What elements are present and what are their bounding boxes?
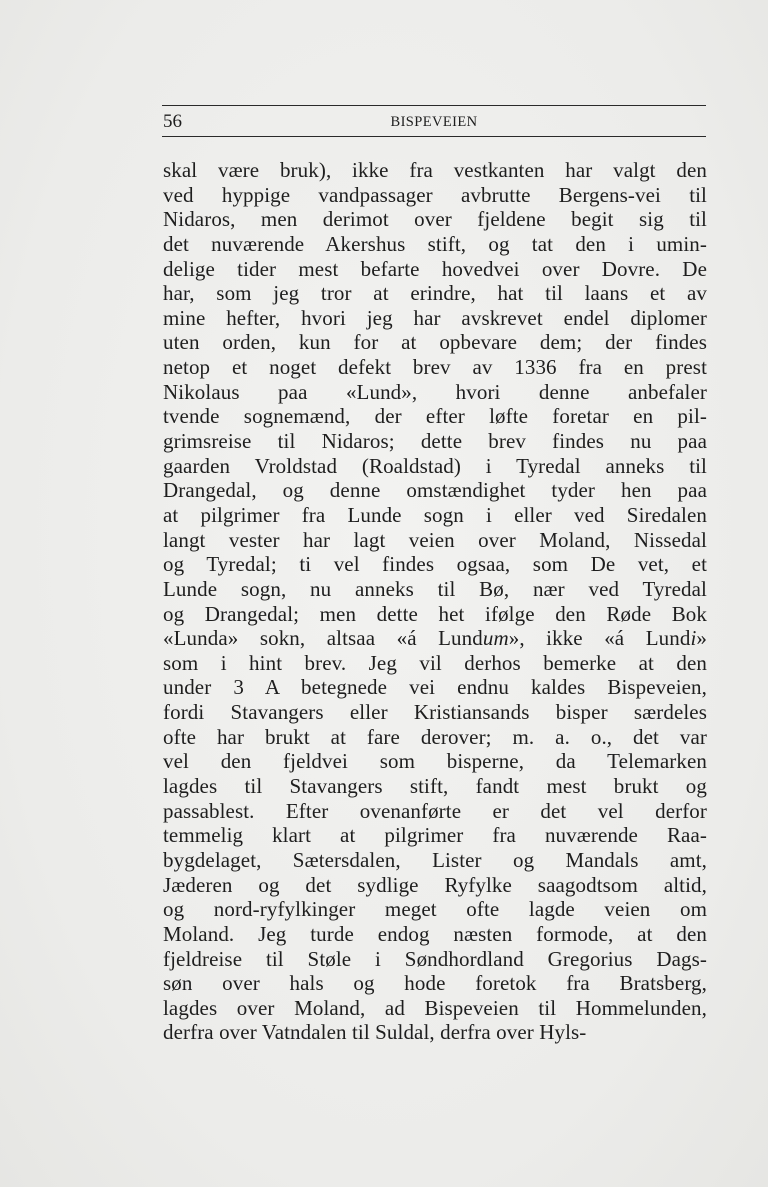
header-rule-top xyxy=(162,105,706,106)
header-rule-bottom xyxy=(162,136,706,137)
text-line: fjeldreise til Støle i Søndhordland Gregorius Dags- xyxy=(163,946,707,971)
text-line: skal være bruk), ikke fra vestkanten har valgt den xyxy=(163,158,707,182)
page-number: 56 xyxy=(163,111,182,132)
text-line: grimsreise til Nidaros; dette brev findes nu paa xyxy=(163,429,707,454)
text-fragment: «Lunda» sokn, altsaa «á Lund xyxy=(163,626,483,651)
text-line: Drangedal, og denne omstændighet tyder hen paa xyxy=(163,478,707,503)
text-line: ved hyppige vandpassager avbrutte Bergens-vei til xyxy=(163,182,707,207)
italic-fragment: i xyxy=(690,626,697,651)
text-line: bygdelaget, Sætersdalen, Lister og Mandals amt, xyxy=(163,847,707,872)
running-header xyxy=(162,105,706,138)
italic-fragment: um xyxy=(482,626,509,651)
text-line: Nidaros, men derimot over fjeldene begit sig til xyxy=(163,207,707,232)
text-line: som i hint brev. Jeg vil derhos bemerke at den xyxy=(163,650,707,675)
text-fragment: » xyxy=(696,626,707,651)
text-line: det nuværende Akershus stift, og tat den i umin- xyxy=(163,231,707,256)
text-line: søn over hals og hode foretok fra Bratsberg, xyxy=(163,971,707,996)
text-line: tvende sognemænd, der efter løfte foretar en pil- xyxy=(163,404,707,429)
text-line: Nikolaus paa «Lund», hvori denne anbefaler xyxy=(163,379,707,404)
text-line: langt vester har lagt veien over Moland, Nissedal xyxy=(163,527,707,552)
running-title: BISPEVEIEN xyxy=(390,114,478,130)
text-line: Jæderen og det sydlige Ryfylke saagodtsom altid, xyxy=(163,872,707,897)
text-line: at pilgrimer fra Lunde sogn i eller ved Siredalen xyxy=(163,502,707,527)
text-line: vel den fjeldvei som bisperne, da Telemarken xyxy=(163,749,707,774)
text-line: har, som jeg tror at erindre, hat til laans et av xyxy=(163,281,707,306)
body-text xyxy=(163,158,707,1045)
text-line: temmelig klart at pilgrimer fra nuværende Raa- xyxy=(163,823,707,848)
text-line: delige tider mest befarte hovedvei over Dovre. De xyxy=(163,256,707,281)
text-fragment: », ikke «á Lund xyxy=(508,626,691,651)
text-line: mine hefter, hvori jeg har avskrevet endel diplomer xyxy=(163,305,707,330)
text-line: derfra over Vatndalen til Suldal, derfra over Hyls- xyxy=(163,1020,587,1045)
text-line: gaarden Vroldstad (Roaldstad) i Tyredal anneks til xyxy=(163,453,707,478)
text-line: netop et noget defekt brev av 1336 fra en prest xyxy=(163,355,707,380)
text-line: Moland. Jeg turde endog næsten formode, at den xyxy=(163,921,707,946)
text-line-with-italics xyxy=(163,626,707,651)
text-line: lagdes over Moland, ad Bispeveien til Hommelunden, xyxy=(163,995,707,1020)
text-line: uten orden, kun for at opbevare dem; der findes xyxy=(163,330,707,355)
text-line: og Drangedal; men dette het ifølge den Røde Bok xyxy=(163,601,707,626)
text-line: fordi Stavangers eller Kristiansands bisper særdeles xyxy=(163,700,707,725)
text-line: og nord-ryfylkinger meget ofte lagde veien om xyxy=(163,897,707,922)
text-line: og Tyredal; ti vel findes ogsaa, som De vet, et xyxy=(163,552,707,577)
text-line: lagdes til Stavangers stift, fandt mest brukt og xyxy=(163,774,707,799)
text-line: Lunde sogn, nu anneks til Bø, nær ved Tyredal xyxy=(163,576,707,601)
text-line: ofte har brukt at fare derover; m. a. o., det var xyxy=(163,724,707,749)
text-line: under 3 A betegnede vei endnu kaldes Bispeveien, xyxy=(163,675,707,700)
text-line: passablest. Efter ovenanførte er det vel derfor xyxy=(163,798,707,823)
